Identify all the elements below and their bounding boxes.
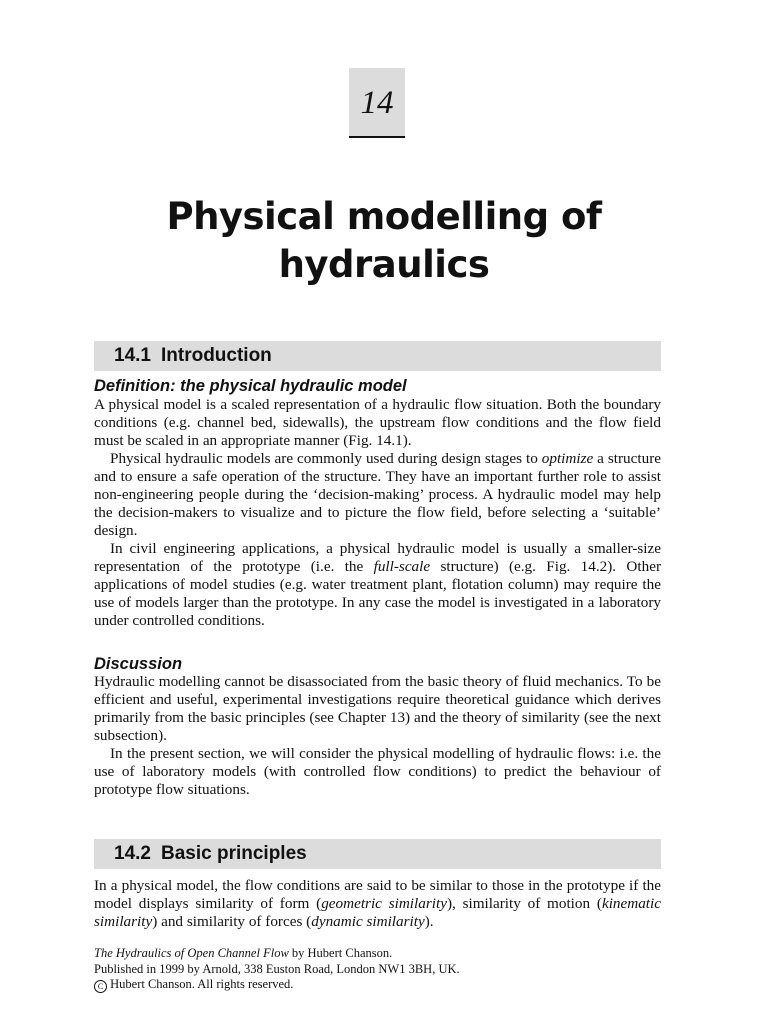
page-footer (94, 946, 661, 993)
section-heading-14-2 (94, 839, 661, 869)
section-number: 14.2 (114, 843, 151, 864)
section-title: Basic principles (160, 843, 307, 864)
paragraph: In the present section, we will consider the physical modelling of hydraulic flows: i.e. the use of laboratory models (with controlled flow conditions) to predict the behaviour of prototype flow situations. (94, 745, 661, 798)
chapter-title-line-1: Physical modelling of (166, 195, 602, 238)
emphasis: dynamic similarity (311, 913, 425, 930)
footer-copyright: C Hubert Chanson. All rights reserved. (94, 977, 661, 993)
book-title: The Hydraulics of Open Channel Flow (94, 946, 289, 960)
discussion-body (94, 673, 661, 799)
paragraph: A physical model is a scaled representation of a hydraulic flow situation. Both the boundary conditions (e.g. channel bed, sidewalls), the upstream flow conditions and the flow field must be scaled in an appropriate manner (Fig. 14.1). (94, 396, 661, 449)
discussion-heading: Discussion (94, 655, 183, 673)
section-title: Introduction (160, 345, 272, 366)
copyright-icon: C (94, 980, 107, 993)
chapter-number-box (349, 68, 405, 138)
paragraph: In civil engineering applications, a physical hydraulic model is usually a smaller-size representation of the prototype (i.e. the full-scale structure) (e.g. Fig. 14.2). Other applications of model studies (e.g. water treatment plant, flotation column) may require the use of models larger than the prototype. In any case the model is investigated in a laboratory under controlled conditions. (94, 540, 662, 629)
emphasis: optimize (541, 450, 594, 467)
footer-publisher: Published in 1999 by Arnold, 338 Euston Road, London NW1 3BH, UK. (94, 961, 460, 976)
paragraph: Hydraulic modelling cannot be disassociated from the basic theory of fluid mechanics. To be efficient and useful, experimental investigations require theoretical guidance which derives primarily from the basic principles (see Chapter 13) and the theory of similarity (see the next subsection). (94, 673, 661, 744)
chapter-title (0, 193, 768, 289)
emphasis: kinematic similarity (94, 895, 661, 930)
introduction-body (94, 396, 661, 630)
paragraph: In a physical model, the flow conditions are said to be similar to those in the prototype if the model displays similarity of form (geometric similarity), similarity of motion (kinematic similarity) and similarity of forces (dynamic similarity). (94, 877, 661, 930)
definition-heading: Definition: the physical hydraulic model (94, 377, 407, 395)
section-heading-14-1 (94, 341, 661, 371)
chapter-number: 14 (360, 85, 394, 121)
chapter-title-line-2: hydraulics (278, 243, 490, 286)
section-number: 14.1 (114, 345, 151, 366)
paragraph: Physical hydraulic models are commonly used during design stages to optimize a structure and to ensure a safe operation of the structure. They have an important further role to assist non-engineering people during the ‘decision-making’ process. A hydraulic model may help the decision-makers to visualize and to picture the flow field, before selecting a ‘suitable’ design. (94, 450, 662, 539)
emphasis: geometric similarity (321, 895, 447, 912)
footer-citation: The Hydraulics of Open Channel Flow by Hubert Chanson. (94, 946, 393, 960)
emphasis: full-scale (373, 558, 431, 575)
basic-principles-body (94, 877, 661, 931)
